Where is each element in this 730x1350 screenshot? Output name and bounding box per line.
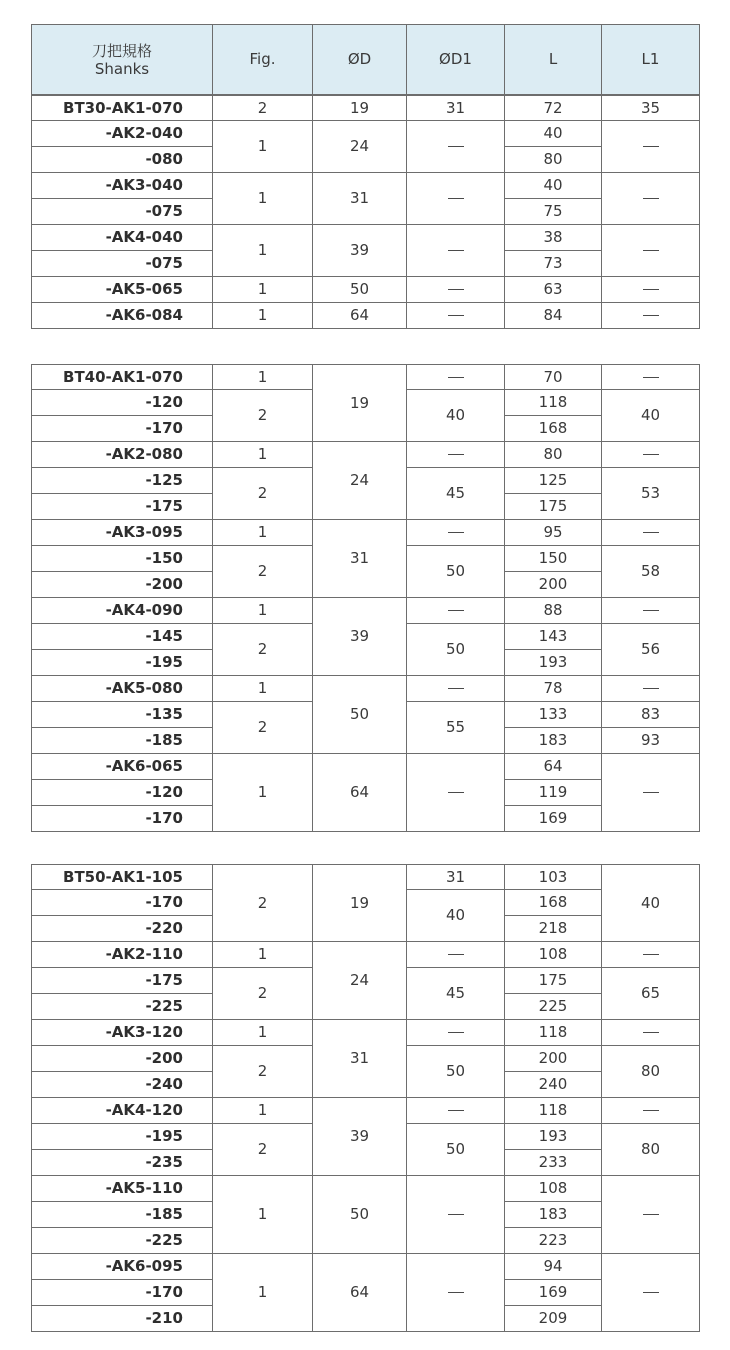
bt30-l-cell: 73 — [505, 251, 602, 277]
bt40-shank-row: -120 — [31, 390, 213, 416]
bt40-l-cell: 150 — [505, 546, 602, 572]
bt50-shank-row: -225 — [31, 1228, 213, 1254]
bt30-d-cell: 39 — [313, 225, 407, 277]
bt50-d-cell: 31 — [313, 1020, 407, 1098]
bt40-l1-cell — [602, 520, 700, 546]
bt40-d1-cell — [407, 598, 505, 624]
bt30-d1-cell — [407, 303, 505, 329]
dash-mark — [643, 688, 659, 689]
header-d1: ØD1 — [407, 24, 505, 95]
bt40-l-cell: 133 — [505, 702, 602, 728]
bt50-fig-cell: 1 — [213, 1098, 313, 1124]
bt40-fig-cell: 2 — [213, 390, 313, 442]
dash-mark — [448, 250, 464, 251]
bt40-l-cell: 183 — [505, 728, 602, 754]
bt30-fig-cell: 2 — [213, 95, 313, 121]
bt30-d-cell: 31 — [313, 173, 407, 225]
bt50-l-cell: 209 — [505, 1306, 602, 1332]
bt40-l1-cell — [602, 598, 700, 624]
bt50-d1-cell: 50 — [407, 1124, 505, 1176]
bt40-l1-cell: 53 — [602, 468, 700, 520]
bt40-shank-row: -AK4-090 — [31, 598, 213, 624]
bt40-shank-row: -145 — [31, 624, 213, 650]
bt50-d1-cell — [407, 1254, 505, 1332]
bt30-fig-cell: 1 — [213, 225, 313, 277]
bt50-d1-cell: 40 — [407, 890, 505, 942]
bt40-l-cell: 95 — [505, 520, 602, 546]
bt30-d-cell: 24 — [313, 121, 407, 173]
bt50-fig-cell: 1 — [213, 1176, 313, 1254]
dash-mark — [643, 1110, 659, 1111]
bt50-fig-cell: 1 — [213, 1020, 313, 1046]
bt40-l-cell: 118 — [505, 390, 602, 416]
bt50-shank-row: -170 — [31, 1280, 213, 1306]
bt40-d1-cell — [407, 520, 505, 546]
bt40-l1-cell: 58 — [602, 546, 700, 598]
bt40-shank-row: -175 — [31, 494, 213, 520]
bt40-l-cell: 80 — [505, 442, 602, 468]
bt30-l1-cell: 35 — [602, 95, 700, 121]
bt40-d1-cell — [407, 364, 505, 390]
bt40-d-cell: 31 — [313, 520, 407, 598]
bt50-d-cell: 39 — [313, 1098, 407, 1176]
bt40-d-cell: 19 — [313, 364, 407, 442]
header-fig: Fig. — [213, 24, 313, 95]
bt40-shank-row: -170 — [31, 806, 213, 832]
bt40-l1-cell: 40 — [602, 390, 700, 442]
bt50-shank-row: -195 — [31, 1124, 213, 1150]
bt40-fig-cell: 2 — [213, 468, 313, 520]
bt40-l-cell: 143 — [505, 624, 602, 650]
dash-mark — [643, 1032, 659, 1033]
bt50-d1-cell — [407, 1176, 505, 1254]
bt50-l1-cell — [602, 1176, 700, 1254]
bt50-l-cell: 233 — [505, 1150, 602, 1176]
bt50-fig-cell: 2 — [213, 864, 313, 942]
bt40-fig-cell: 1 — [213, 676, 313, 702]
header-shanks-cn: 刀把規格 — [91, 41, 152, 60]
bt50-l-cell: 200 — [505, 1046, 602, 1072]
bt50-shank-row: -AK5-110 — [31, 1176, 213, 1202]
dash-mark — [643, 377, 659, 378]
bt40-d-cell: 24 — [313, 442, 407, 520]
bt50-l1-cell: 80 — [602, 1046, 700, 1098]
bt30-shank-row: -080 — [31, 147, 213, 173]
bt30-shank-row: -AK2-040 — [31, 121, 213, 147]
bt30-shank-row: -AK5-065 — [31, 277, 213, 303]
bt30-l1-cell — [602, 225, 700, 277]
bt30-d1-cell — [407, 173, 505, 225]
bt50-fig-cell: 1 — [213, 942, 313, 968]
header-l1: L1 — [602, 24, 700, 95]
bt40-d1-cell — [407, 442, 505, 468]
bt40-d-cell: 64 — [313, 754, 407, 832]
bt30-l-cell: 75 — [505, 199, 602, 225]
dash-mark — [448, 1032, 464, 1033]
bt50-d-cell: 24 — [313, 942, 407, 1020]
bt40-d1-cell: 55 — [407, 702, 505, 754]
bt30-l-cell: 40 — [505, 173, 602, 199]
bt50-l1-cell — [602, 1020, 700, 1046]
bt40-d1-cell: 40 — [407, 390, 505, 442]
bt40-l-cell: 78 — [505, 676, 602, 702]
bt40-shank-row: -AK3-095 — [31, 520, 213, 546]
dash-mark — [643, 454, 659, 455]
bt30-l-cell: 84 — [505, 303, 602, 329]
bt50-fig-cell: 2 — [213, 968, 313, 1020]
bt40-fig-cell: 1 — [213, 442, 313, 468]
bt50-shank-row: -AK4-120 — [31, 1098, 213, 1124]
bt30-fig-cell: 1 — [213, 173, 313, 225]
bt50-fig-cell: 1 — [213, 1254, 313, 1332]
bt30-l-cell: 72 — [505, 95, 602, 121]
bt50-l-cell: 218 — [505, 916, 602, 942]
bt50-d1-cell — [407, 942, 505, 968]
bt50-d1-cell — [407, 1020, 505, 1046]
bt30-shank-row: -AK3-040 — [31, 173, 213, 199]
bt50-l1-cell — [602, 1098, 700, 1124]
dash-mark — [448, 532, 464, 533]
bt40-shank-row: -AK6-065 — [31, 754, 213, 780]
bt30-d1-cell — [407, 277, 505, 303]
bt40-d1-cell: 50 — [407, 546, 505, 598]
bt40-fig-cell: 2 — [213, 546, 313, 598]
dash-mark — [643, 146, 659, 147]
bt40-shank-row: -185 — [31, 728, 213, 754]
bt50-shank-row: -AK6-095 — [31, 1254, 213, 1280]
bt40-l-cell: 125 — [505, 468, 602, 494]
bt40-l1-cell — [602, 442, 700, 468]
bt50-shank-row: -225 — [31, 994, 213, 1020]
dash-mark — [448, 315, 464, 316]
header-shanks — [31, 24, 213, 95]
bt50-l-cell: 168 — [505, 890, 602, 916]
bt30-fig-cell: 1 — [213, 303, 313, 329]
bt50-l-cell: 169 — [505, 1280, 602, 1306]
bt30-fig-cell: 1 — [213, 277, 313, 303]
dash-mark — [448, 610, 464, 611]
bt40-shank-row: -200 — [31, 572, 213, 598]
bt50-shank-row: -200 — [31, 1046, 213, 1072]
bt50-l-cell: 108 — [505, 1176, 602, 1202]
dash-mark — [643, 610, 659, 611]
bt30-l1-cell — [602, 303, 700, 329]
bt50-fig-cell: 2 — [213, 1124, 313, 1176]
bt40-l1-cell — [602, 676, 700, 702]
bt50-l-cell: 240 — [505, 1072, 602, 1098]
bt30-d1-cell: 31 — [407, 95, 505, 121]
bt50-l-cell: 118 — [505, 1098, 602, 1124]
dash-mark — [448, 1110, 464, 1111]
bt40-shank-row: -150 — [31, 546, 213, 572]
bt50-l-cell: 118 — [505, 1020, 602, 1046]
bt50-shank-row: -AK2-110 — [31, 942, 213, 968]
bt40-d-cell: 50 — [313, 676, 407, 754]
bt30-l1-cell — [602, 173, 700, 225]
bt40-d1-cell — [407, 676, 505, 702]
bt40-fig-cell: 1 — [213, 598, 313, 624]
bt40-d1-cell — [407, 754, 505, 832]
bt50-l-cell: 94 — [505, 1254, 602, 1280]
bt50-d1-cell: 45 — [407, 968, 505, 1020]
dash-mark — [448, 146, 464, 147]
bt50-l1-cell: 65 — [602, 968, 700, 1020]
bt50-d-cell: 50 — [313, 1176, 407, 1254]
bt40-shank-row: -135 — [31, 702, 213, 728]
bt40-d1-cell: 50 — [407, 624, 505, 676]
bt30-shank-row: BT30-AK1-070 — [31, 95, 213, 121]
bt40-fig-cell: 1 — [213, 754, 313, 832]
bt30-d1-cell — [407, 225, 505, 277]
bt50-l-cell: 223 — [505, 1228, 602, 1254]
bt30-l-cell: 80 — [505, 147, 602, 173]
bt40-d-cell: 39 — [313, 598, 407, 676]
bt50-l1-cell — [602, 942, 700, 968]
bt40-shank-row: -AK5-080 — [31, 676, 213, 702]
bt50-shank-row: BT50-AK1-105 — [31, 864, 213, 890]
dash-mark — [643, 315, 659, 316]
bt50-d-cell: 19 — [313, 864, 407, 942]
dash-mark — [643, 1214, 659, 1215]
bt40-fig-cell: 2 — [213, 702, 313, 754]
bt30-d-cell: 50 — [313, 277, 407, 303]
bt40-l1-cell — [602, 364, 700, 390]
dash-mark — [643, 198, 659, 199]
bt30-fig-cell: 1 — [213, 121, 313, 173]
bt40-l-cell: 168 — [505, 416, 602, 442]
bt40-l-cell: 169 — [505, 806, 602, 832]
bt30-d-cell: 19 — [313, 95, 407, 121]
dash-mark — [448, 1292, 464, 1293]
bt30-l1-cell — [602, 277, 700, 303]
bt50-l-cell: 175 — [505, 968, 602, 994]
bt30-shank-row: -AK4-040 — [31, 225, 213, 251]
bt40-l1-cell: 56 — [602, 624, 700, 676]
bt40-l1-cell — [602, 754, 700, 832]
bt50-l1-cell — [602, 1254, 700, 1332]
dash-mark — [643, 792, 659, 793]
bt40-d1-cell: 45 — [407, 468, 505, 520]
bt50-shank-row: -AK3-120 — [31, 1020, 213, 1046]
bt30-l-cell: 40 — [505, 121, 602, 147]
bt50-d-cell: 64 — [313, 1254, 407, 1332]
bt50-shank-row: -210 — [31, 1306, 213, 1332]
bt40-l-cell: 193 — [505, 650, 602, 676]
bt30-l-cell: 63 — [505, 277, 602, 303]
bt40-shank-row: -120 — [31, 780, 213, 806]
dash-mark — [643, 532, 659, 533]
bt50-d1-cell — [407, 1098, 505, 1124]
bt40-shank-row: -195 — [31, 650, 213, 676]
bt50-shank-row: -235 — [31, 1150, 213, 1176]
bt50-shank-row: -240 — [31, 1072, 213, 1098]
dash-mark — [643, 250, 659, 251]
bt40-shank-row: BT40-AK1-070 — [31, 364, 213, 390]
bt50-shank-row: -220 — [31, 916, 213, 942]
dash-mark — [448, 454, 464, 455]
bt30-l1-cell — [602, 121, 700, 173]
header-shanks-en: Shanks — [94, 59, 150, 78]
header-d: ØD — [313, 24, 407, 95]
dash-mark — [448, 198, 464, 199]
bt50-l-cell: 183 — [505, 1202, 602, 1228]
bt50-l-cell: 103 — [505, 864, 602, 890]
dash-mark — [448, 1214, 464, 1215]
bt40-fig-cell: 1 — [213, 520, 313, 546]
dash-mark — [448, 792, 464, 793]
bt50-shank-row: -175 — [31, 968, 213, 994]
dash-mark — [448, 688, 464, 689]
dash-mark — [643, 954, 659, 955]
bt40-fig-cell: 2 — [213, 624, 313, 676]
bt40-l-cell: 70 — [505, 364, 602, 390]
bt30-d-cell: 64 — [313, 303, 407, 329]
bt40-shank-row: -AK2-080 — [31, 442, 213, 468]
dash-mark — [448, 289, 464, 290]
bt30-shank-row: -075 — [31, 199, 213, 225]
bt40-fig-cell: 1 — [213, 364, 313, 390]
bt50-l1-cell: 80 — [602, 1124, 700, 1176]
bt50-d1-cell: 50 — [407, 1046, 505, 1098]
bt40-l1-cell: 93 — [602, 728, 700, 754]
bt50-l-cell: 193 — [505, 1124, 602, 1150]
bt40-l-cell: 64 — [505, 754, 602, 780]
bt30-shank-row: -AK6-084 — [31, 303, 213, 329]
bt50-l1-cell: 40 — [602, 864, 700, 942]
bt50-shank-row: -170 — [31, 890, 213, 916]
bt40-l-cell: 175 — [505, 494, 602, 520]
bt40-l-cell: 119 — [505, 780, 602, 806]
bt50-l-cell: 225 — [505, 994, 602, 1020]
bt40-l1-cell: 83 — [602, 702, 700, 728]
bt50-shank-row: -185 — [31, 1202, 213, 1228]
bt40-l-cell: 200 — [505, 572, 602, 598]
bt40-shank-row: -125 — [31, 468, 213, 494]
bt40-shank-row: -170 — [31, 416, 213, 442]
bt50-l-cell: 108 — [505, 942, 602, 968]
bt50-d1-cell: 31 — [407, 864, 505, 890]
bt30-l-cell: 38 — [505, 225, 602, 251]
header-l: L — [505, 24, 602, 95]
bt50-fig-cell: 2 — [213, 1046, 313, 1098]
dash-mark — [643, 1292, 659, 1293]
bt40-l-cell: 88 — [505, 598, 602, 624]
bt30-d1-cell — [407, 121, 505, 173]
dash-mark — [448, 954, 464, 955]
dash-mark — [448, 377, 464, 378]
bt30-shank-row: -075 — [31, 251, 213, 277]
dash-mark — [643, 289, 659, 290]
